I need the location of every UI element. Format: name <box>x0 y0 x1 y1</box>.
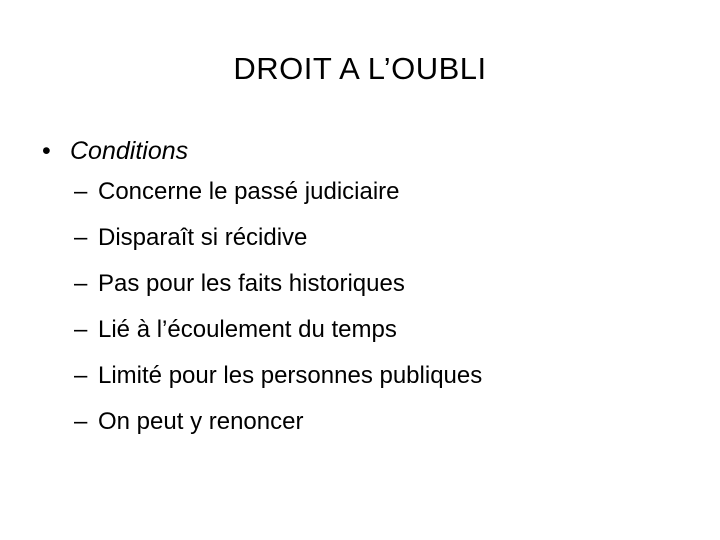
dash-icon: – <box>74 270 88 297</box>
slide-title: DROIT A L’OUBLI <box>233 51 487 86</box>
dash-icon: – <box>74 178 88 205</box>
dash-icon: – <box>74 362 88 389</box>
sub-bullet-text: Concerne le passé judiciaire <box>98 178 400 205</box>
sub-bullet-item <box>42 307 682 353</box>
sub-bullet-item <box>42 215 682 261</box>
sub-bullet-text: On peut y renoncer <box>98 408 304 435</box>
sub-bullet-list <box>42 169 682 445</box>
sub-bullet-text: Pas pour les faits historiques <box>98 270 405 297</box>
bullet-dot-icon: • <box>42 137 51 165</box>
sub-bullet-item <box>42 261 682 307</box>
bullet-conditions <box>42 133 682 169</box>
dash-icon: – <box>74 224 88 251</box>
dash-icon: – <box>74 408 88 435</box>
slide-content <box>42 133 682 445</box>
sub-bullet-item <box>42 169 682 215</box>
sub-bullet-text: Lié à l’écoulement du temps <box>98 316 397 343</box>
sub-bullet-text: Limité pour les personnes publiques <box>98 362 483 389</box>
sub-bullet-item <box>42 399 682 445</box>
sub-bullet-item <box>42 353 682 399</box>
dash-icon: – <box>74 316 88 343</box>
bullet-label: Conditions <box>70 137 189 165</box>
sub-bullet-text: Disparaît si récidive <box>98 224 308 251</box>
